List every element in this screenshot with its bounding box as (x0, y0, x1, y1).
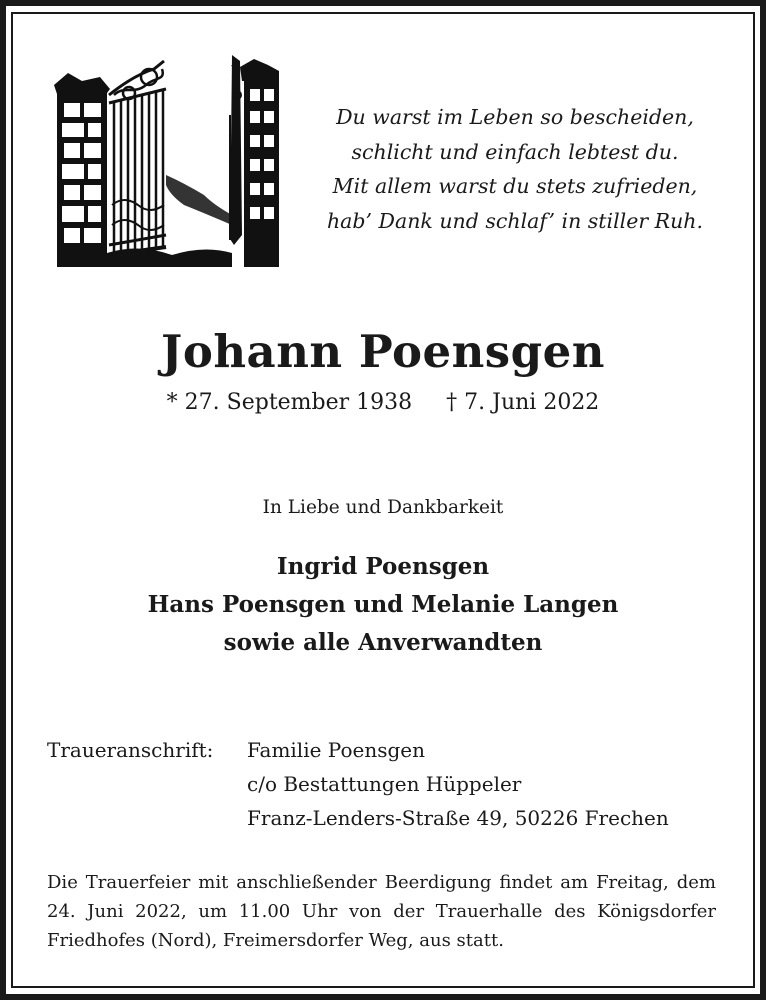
poem-line: schlicht und einfach lebtest du. (351, 139, 679, 164)
mourners-list (0, 548, 766, 662)
open-cemetery-gate-icon (54, 55, 279, 267)
memorial-poem (300, 100, 730, 238)
address-lines (247, 733, 669, 835)
death-date: † 7. Juni 2022 (446, 390, 600, 415)
deceased-name: Johann Poensgen (161, 325, 605, 378)
address-line: Franz-Lenders-Straße 49, 50226 Frechen (247, 806, 669, 830)
dedication-line: In Liebe und Dankbarkeit (262, 497, 504, 518)
address-line: c/o Bestattungen Hüppeler (247, 772, 522, 796)
birth-date: * 27. September 1938 (166, 390, 413, 415)
mourner-line: Ingrid Poensgen (276, 553, 490, 580)
mourner-line: sowie alle Anverwandten (223, 629, 543, 656)
address-line: Familie Poensgen (247, 738, 425, 762)
poem-line: hab’ Dank und schlaf’ in stiller Ruh. (326, 208, 704, 233)
mourner-line: Hans Poensgen und Melanie Langen (147, 591, 619, 618)
life-dates (0, 387, 766, 419)
service-notice: Die Trauerfeier mit anschließender Beerdigung findet am Freitag, dem 24. Juni 2022, um 11.00 Uhr von der Trauerhalle des Königsdorfer Friedhofes (Nord), Freimersdorfer Weg, aus statt. (47, 872, 716, 951)
poem-line: Mit allem warst du stets zufrieden, (332, 174, 698, 198)
poem-line: Du warst im Leben so bescheiden, (336, 105, 694, 129)
address-label: Traueranschrift: (47, 738, 214, 762)
